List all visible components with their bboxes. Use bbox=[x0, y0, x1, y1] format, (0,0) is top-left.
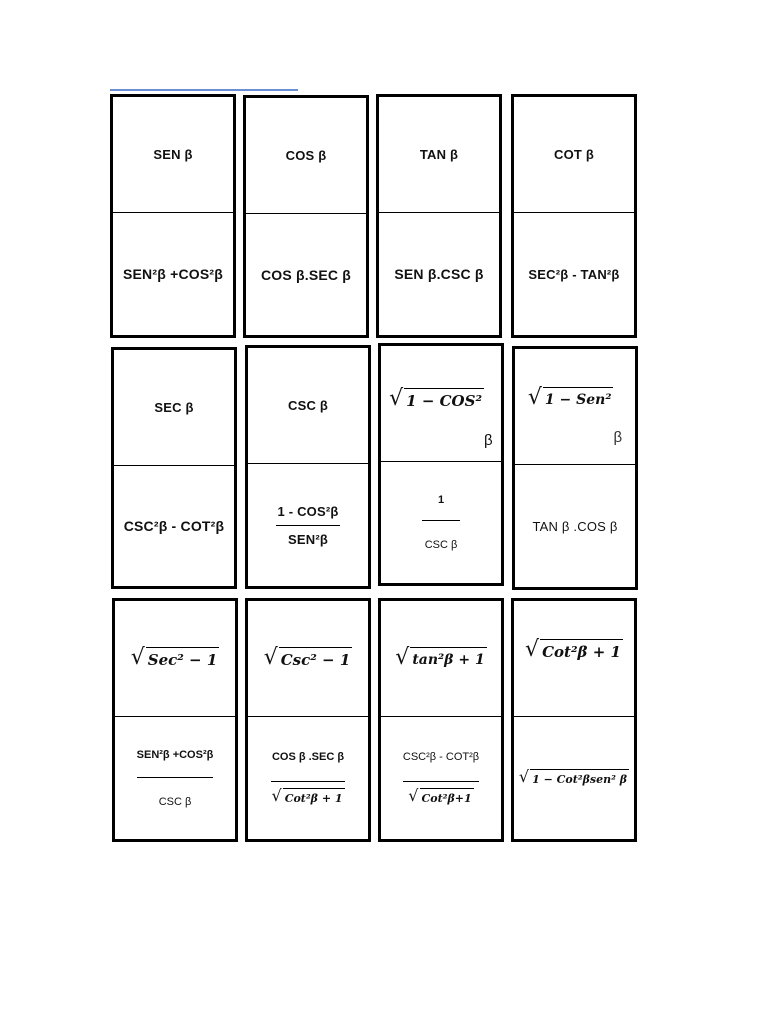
card-top-text: SEN β bbox=[153, 147, 193, 162]
card-bottom-text: SEN²β +COS²β bbox=[122, 266, 223, 282]
fraction-denominator: CSC β bbox=[424, 539, 458, 551]
fraction-bar bbox=[403, 781, 479, 782]
card-bottom bbox=[514, 717, 634, 839]
card-top-text: COS β bbox=[285, 148, 327, 163]
fraction bbox=[403, 751, 479, 806]
card-sec bbox=[111, 347, 237, 589]
card-bottom bbox=[248, 717, 368, 839]
card-top-text: COT β bbox=[554, 147, 594, 162]
card-top-text: SEC β bbox=[154, 400, 194, 415]
top-divider-line bbox=[110, 89, 298, 91]
card-top bbox=[248, 601, 368, 717]
card-bottom bbox=[381, 462, 501, 583]
card-sqrt-tan2-1 bbox=[378, 598, 504, 842]
square-root bbox=[519, 769, 629, 787]
radical-sign-icon: √ bbox=[408, 785, 419, 805]
card-bottom bbox=[515, 465, 635, 587]
radicand: 1 − Sen² bbox=[543, 387, 614, 410]
card-top bbox=[248, 348, 368, 464]
radical-sign-icon: √ bbox=[525, 637, 540, 662]
radicand: Sec² − 1 bbox=[146, 647, 220, 670]
card-top bbox=[113, 97, 233, 213]
card-bottom bbox=[113, 213, 233, 335]
fraction-denominator: CSC β bbox=[158, 795, 192, 808]
card-top bbox=[114, 350, 234, 466]
fraction-denominator: SEN²β bbox=[288, 531, 328, 547]
card-bottom-text: SEN β.CSC β bbox=[394, 266, 484, 282]
card-top bbox=[246, 98, 366, 214]
card-bottom-text: COS β.SEC β bbox=[260, 266, 352, 283]
card-bottom bbox=[514, 213, 634, 335]
card-bottom bbox=[381, 717, 501, 839]
square-root bbox=[264, 647, 353, 670]
card-bottom bbox=[248, 464, 368, 586]
fraction bbox=[137, 749, 214, 808]
fraction-numerator: 1 - COS²β bbox=[277, 503, 339, 519]
radical-sign-icon: √ bbox=[518, 767, 530, 786]
card-bottom bbox=[115, 717, 235, 839]
card-top-text: CSC β bbox=[288, 398, 328, 413]
square-root bbox=[408, 785, 473, 806]
radical-sign-icon: √ bbox=[389, 386, 404, 411]
card-top bbox=[381, 346, 501, 462]
radical-sign-icon: √ bbox=[263, 645, 278, 670]
card-bottom-text: TAN β .COS β bbox=[532, 518, 618, 534]
radicand: Cot²β+1 bbox=[420, 788, 474, 806]
card-sqrt-1-sen2 bbox=[512, 346, 638, 590]
card-cot bbox=[511, 94, 637, 338]
card-top bbox=[514, 97, 634, 213]
fraction-numerator: SEN²β +COS²β bbox=[136, 748, 214, 761]
radicand: 1 − Cot²βsen² β bbox=[530, 769, 629, 787]
card-sqrt-sec2-1 bbox=[112, 598, 238, 842]
radical-sign-icon: √ bbox=[395, 645, 410, 670]
card-csc bbox=[245, 345, 371, 589]
square-root bbox=[528, 387, 614, 410]
radical-sign-icon: √ bbox=[271, 785, 282, 805]
card-bottom bbox=[246, 214, 366, 335]
card-sqrt-csc2-1 bbox=[245, 598, 371, 842]
fraction bbox=[271, 751, 345, 806]
card-top bbox=[515, 349, 635, 465]
beta-symbol: β bbox=[484, 432, 493, 449]
radicand: tan²β + 1 bbox=[410, 647, 486, 670]
beta-symbol: β bbox=[613, 429, 623, 446]
fraction-bar bbox=[271, 781, 345, 782]
radicand: Csc² − 1 bbox=[279, 647, 353, 670]
radicand: Cot²β + 1 bbox=[540, 639, 623, 662]
card-bottom-text: SEC²β - TAN²β bbox=[528, 266, 620, 282]
radical-sign-icon: √ bbox=[527, 385, 542, 410]
fraction bbox=[276, 504, 340, 547]
card-top bbox=[514, 601, 634, 717]
card-bottom bbox=[379, 213, 499, 335]
card-top-text: TAN β bbox=[419, 147, 459, 162]
card-cos bbox=[243, 95, 369, 338]
radicand: 1 − COS² bbox=[404, 388, 484, 411]
card-bottom-text: CSC²β - COT²β bbox=[123, 518, 225, 534]
square-root bbox=[271, 785, 344, 806]
fraction-bar bbox=[276, 525, 340, 526]
square-root bbox=[389, 388, 484, 411]
card-tan bbox=[376, 94, 502, 338]
radicand: Cot²β + 1 bbox=[283, 788, 345, 806]
radical-sign-icon: √ bbox=[130, 645, 145, 670]
fraction-numerator: 1 bbox=[437, 494, 445, 506]
fraction-numerator: CSC²β - COT²β bbox=[402, 750, 480, 763]
square-root bbox=[395, 647, 486, 670]
fraction-bar bbox=[422, 520, 460, 521]
card-top bbox=[115, 601, 235, 717]
card-bottom bbox=[114, 466, 234, 586]
card-sen bbox=[110, 94, 236, 338]
card-sqrt-cot2-1 bbox=[511, 598, 637, 842]
fraction bbox=[422, 494, 460, 551]
card-top bbox=[379, 97, 499, 213]
square-root bbox=[525, 639, 623, 662]
card-top bbox=[381, 601, 501, 717]
card-sqrt-1-cos2 bbox=[378, 343, 504, 586]
fraction-numerator: COS β .SEC β bbox=[271, 750, 345, 763]
square-root bbox=[131, 647, 220, 670]
fraction-bar bbox=[137, 777, 213, 778]
